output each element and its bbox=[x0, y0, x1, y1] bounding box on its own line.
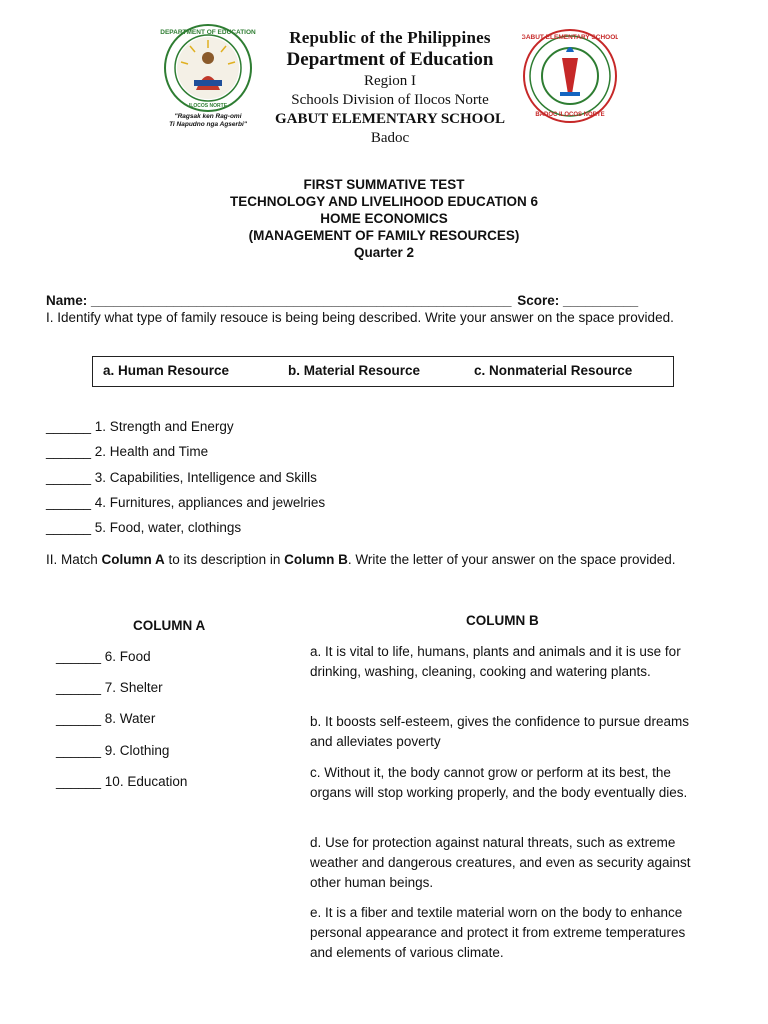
name-blank[interactable]: ________________________________________________________ bbox=[91, 293, 512, 308]
choice-c: c. Nonmaterial Resource bbox=[474, 363, 633, 378]
column-b-item-c: c. Without it, the body cannot grow or perform at its best, the organs will stop working properly, and the body eventually dies. bbox=[310, 765, 688, 800]
header-text-block bbox=[265, 28, 515, 148]
column-b-header: COLUMN B bbox=[466, 613, 539, 628]
quarter-label: Quarter 2 bbox=[353, 245, 415, 260]
choices-box bbox=[92, 356, 674, 387]
region-line: Region I bbox=[363, 73, 417, 89]
subject-title: TECHNOLOGY AND LIVELIHOOD EDUCATION 6 bbox=[229, 194, 538, 209]
part1-instruction: I. Identify what type of family resouce is being being described. Write your answer on the space provided. bbox=[46, 310, 674, 325]
division-line: Schools Division of Ilocos Norte bbox=[291, 92, 489, 108]
part1-item-2[interactable]: ______ 2. Health and Time bbox=[46, 444, 209, 459]
part2-instr-post: . Write the letter of your answer on the space provided. bbox=[347, 552, 676, 567]
republic-line: Republic of the Philippines bbox=[289, 28, 491, 47]
column-b-ref: Column B bbox=[284, 552, 348, 567]
department-line: Department of Education bbox=[286, 49, 494, 70]
choice-b: b. Material Resource bbox=[288, 363, 421, 378]
subject-area: HOME ECONOMICS bbox=[320, 211, 448, 226]
school-seal-bottom-text: BADOC ILOCOS NORTE bbox=[535, 112, 605, 118]
deped-motto-line2: Ti Napudno nga Agserbi" bbox=[169, 121, 247, 128]
score-label: Score: bbox=[517, 293, 564, 308]
test-title-block bbox=[0, 176, 768, 261]
column-b-item-d: d. Use for protection against natural threats, such as extreme weather and dangerous creatures, and even as security against other human beings. bbox=[310, 835, 691, 890]
part2-instruction bbox=[46, 551, 722, 569]
school-seal-logo bbox=[522, 28, 618, 124]
choice-a: a. Human Resource bbox=[103, 363, 230, 378]
column-b-item-e: e. It is a fiber and textile material worn on the body to enhance personal appearance and protect it from extreme temperatures and elements of various climate. bbox=[310, 905, 686, 960]
school-name-line: GABUT ELEMENTARY SCHOOL bbox=[274, 111, 506, 127]
name-label: Name: bbox=[46, 293, 92, 308]
column-a-item-6[interactable]: ______ 6. Food bbox=[56, 649, 151, 664]
deped-seal-ring-text: DEPARTMENT OF EDUCATION bbox=[160, 29, 256, 36]
part1-item-1[interactable]: ______ 1. Strength and Energy bbox=[46, 419, 234, 434]
column-a-item-9[interactable]: ______ 9. Clothing bbox=[56, 743, 170, 758]
column-a-header: COLUMN A bbox=[133, 618, 206, 633]
part2-instr-pre: II. Match bbox=[46, 552, 102, 567]
deped-motto-line1: "Ragsak ken Rag-omi bbox=[174, 113, 242, 120]
column-b-item-b: b. It boosts self-esteem, gives the confidence to pursue dreams and alleviates poverty bbox=[310, 714, 689, 749]
deped-seal-logo bbox=[154, 22, 262, 128]
test-title: FIRST SUMMATIVE TEST bbox=[303, 177, 465, 192]
column-a-item-7[interactable]: ______ 7. Shelter bbox=[56, 680, 163, 695]
column-a-ref: Column A bbox=[101, 552, 165, 567]
column-a-item-10[interactable]: ______ 10. Education bbox=[56, 774, 188, 789]
part2-instr-mid: to its description in bbox=[164, 552, 285, 567]
part1-item-5[interactable]: ______ 5. Food, water, clothings bbox=[46, 520, 242, 535]
score-blank[interactable]: __________ bbox=[563, 293, 639, 308]
part1-item-4[interactable]: ______ 4. Furnitures, appliances and jewelries bbox=[46, 495, 326, 510]
topic-title: (MANAGEMENT OF FAMILY RESOURCES) bbox=[248, 228, 520, 243]
column-b-item-a: a. It is vital to life, humans, plants and animals and it is use for drinking, washing, cleaning, cooking and watering plants. bbox=[310, 644, 681, 679]
part1-item-3[interactable]: ______ 3. Capabilities, Intelligence and Skills bbox=[46, 470, 317, 485]
school-seal-ring-text: GABUT ELEMENTARY SCHOOL bbox=[522, 34, 618, 41]
town-line: Badoc bbox=[370, 130, 410, 146]
name-score-line bbox=[46, 293, 706, 308]
column-a-item-8[interactable]: ______ 8. Water bbox=[56, 711, 156, 726]
deped-seal-bottom-text: ILOCOS NORTE bbox=[188, 103, 228, 109]
